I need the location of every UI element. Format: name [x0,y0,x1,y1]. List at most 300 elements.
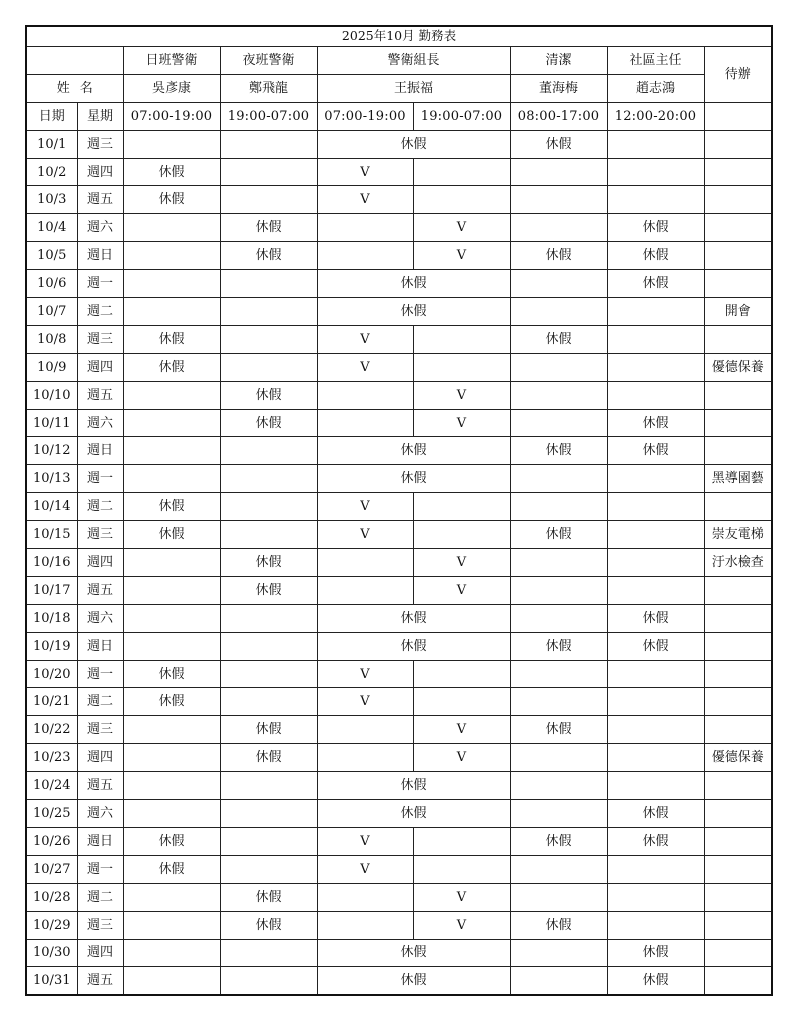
day-guard-cell: 休假 [123,660,220,688]
guard-leader-night-cell [413,353,510,381]
weekday-label: 星期 [77,102,123,130]
schedule-row [26,242,772,270]
cleaning-cell: 休假 [510,325,607,353]
night-guard-cell [220,967,317,995]
cleaning-cell [510,604,607,632]
date-cell: 10/8 [26,325,77,353]
hours-night-guard: 19:00-07:00 [220,102,317,130]
date-cell: 10/25 [26,800,77,828]
todo-cell [704,688,772,716]
day-guard-cell [123,772,220,800]
day-guard-cell [123,214,220,242]
date-cell: 10/30 [26,939,77,967]
date-cell: 10/12 [26,437,77,465]
guard-leader-night-cell [413,186,510,214]
day-guard-cell [123,939,220,967]
community-manager-cell [607,772,704,800]
cleaning-cell [510,855,607,883]
todo-cell [704,855,772,883]
weekday-cell: 週二 [77,298,123,326]
guard-leader-night-cell [413,521,510,549]
guard-leader-leave-cell: 休假 [317,465,510,493]
guard-leader-day-cell: V [317,855,413,883]
weekday-cell: 週一 [77,465,123,493]
community-manager-cell [607,744,704,772]
community-manager-cell: 休假 [607,632,704,660]
guard-leader-day-cell: V [317,660,413,688]
cleaning-cell [510,158,607,186]
day-guard-cell: 休假 [123,493,220,521]
todo-cell [704,158,772,186]
date-cell: 10/22 [26,716,77,744]
cleaning-cell [510,409,607,437]
schedule-row [26,576,772,604]
schedule-row [26,214,772,242]
day-guard-cell [123,409,220,437]
night-guard-cell [220,186,317,214]
guard-leader-day-cell [317,576,413,604]
schedule-row [26,800,772,828]
name-guard-leader: 王振福 [317,74,510,102]
todo-cell [704,939,772,967]
todo-cell: 優德保養 [704,744,772,772]
date-cell: 10/6 [26,270,77,298]
todo-cell [704,242,772,270]
guard-leader-night-cell: V [413,214,510,242]
community-manager-cell [607,716,704,744]
role-community-manager: 社區主任 [607,47,704,75]
community-manager-cell: 休假 [607,242,704,270]
weekday-cell: 週六 [77,214,123,242]
todo-cell [704,270,772,298]
community-manager-cell [607,576,704,604]
schedule-row [26,632,772,660]
weekday-cell: 週二 [77,493,123,521]
schedule-row [26,158,772,186]
schedule-row [26,298,772,326]
cleaning-cell [510,186,607,214]
guard-leader-leave-cell: 休假 [317,772,510,800]
todo-cell [704,967,772,995]
guard-leader-night-cell: V [413,242,510,270]
guard-leader-night-cell [413,158,510,186]
guard-leader-night-cell: V [413,883,510,911]
schedule-row [26,549,772,577]
guard-leader-day-cell [317,549,413,577]
weekday-cell: 週日 [77,632,123,660]
guard-leader-day-cell: V [317,353,413,381]
todo-cell [704,214,772,242]
guard-leader-day-cell: V [317,688,413,716]
weekday-cell: 週三 [77,130,123,158]
guard-leader-day-cell [317,242,413,270]
guard-leader-day-cell: V [317,493,413,521]
date-cell: 10/26 [26,827,77,855]
schedule-row [26,827,772,855]
night-guard-cell [220,688,317,716]
name-day-guard: 吳彥康 [123,74,220,102]
todo-cell [704,325,772,353]
day-guard-cell [123,576,220,604]
community-manager-cell: 休假 [607,270,704,298]
cleaning-cell [510,493,607,521]
date-cell: 10/9 [26,353,77,381]
todo-cell [704,130,772,158]
todo-header: 待辦 [704,47,772,103]
schedule-row [26,967,772,995]
guard-leader-day-cell [317,744,413,772]
guard-leader-leave-cell: 休假 [317,967,510,995]
todo-cell [704,576,772,604]
community-manager-cell: 休假 [607,939,704,967]
schedule-row [26,604,772,632]
hours-day-guard: 07:00-19:00 [123,102,220,130]
community-manager-cell [607,353,704,381]
community-manager-cell: 休假 [607,800,704,828]
night-guard-cell [220,800,317,828]
schedule-row [26,186,772,214]
night-guard-cell: 休假 [220,576,317,604]
cleaning-cell [510,270,607,298]
todo-cell: 崇友電梯 [704,521,772,549]
guard-leader-night-cell: V [413,911,510,939]
night-guard-cell: 休假 [220,911,317,939]
guard-leader-night-cell [413,855,510,883]
weekday-cell: 週三 [77,911,123,939]
schedule-row [26,325,772,353]
todo-cell [704,911,772,939]
weekday-cell: 週三 [77,716,123,744]
date-cell: 10/23 [26,744,77,772]
date-cell: 10/19 [26,632,77,660]
day-guard-cell: 休假 [123,521,220,549]
community-manager-cell [607,298,704,326]
cleaning-cell [510,465,607,493]
date-cell: 10/20 [26,660,77,688]
cleaning-cell [510,549,607,577]
guard-leader-night-cell: V [413,381,510,409]
date-cell: 10/14 [26,493,77,521]
day-guard-cell [123,549,220,577]
cleaning-cell [510,381,607,409]
date-cell: 10/2 [26,158,77,186]
guard-leader-day-cell [317,883,413,911]
guard-leader-night-cell [413,660,510,688]
name-label: 姓名 [26,74,123,102]
night-guard-cell: 休假 [220,214,317,242]
day-guard-cell [123,270,220,298]
night-guard-cell: 休假 [220,744,317,772]
date-cell: 10/10 [26,381,77,409]
community-manager-cell: 休假 [607,437,704,465]
todo-cell: 汙水檢查 [704,549,772,577]
cleaning-cell: 休假 [510,827,607,855]
guard-leader-night-cell [413,688,510,716]
name-community-manager: 趙志鴻 [607,74,704,102]
schedule-row [26,911,772,939]
schedule-row [26,521,772,549]
hours-row [26,102,772,130]
day-guard-cell [123,381,220,409]
title-row [26,26,772,47]
guard-leader-day-cell: V [317,158,413,186]
todo-cell [704,186,772,214]
guard-leader-day-cell [317,381,413,409]
cleaning-cell [510,744,607,772]
night-guard-cell [220,855,317,883]
community-manager-cell [607,883,704,911]
date-cell: 10/24 [26,772,77,800]
night-guard-cell [220,604,317,632]
cleaning-cell [510,967,607,995]
community-manager-cell [607,465,704,493]
schedule-row [26,437,772,465]
todo-cell [704,493,772,521]
community-manager-cell [607,549,704,577]
name-cleaning: 董海梅 [510,74,607,102]
date-cell: 10/17 [26,576,77,604]
name-row [26,74,772,102]
day-guard-cell [123,967,220,995]
cleaning-cell: 休假 [510,716,607,744]
cleaning-cell [510,660,607,688]
guard-leader-day-cell: V [317,521,413,549]
name-night-guard: 鄭飛龍 [220,74,317,102]
weekday-cell: 週四 [77,939,123,967]
weekday-cell: 週五 [77,186,123,214]
day-guard-cell [123,465,220,493]
todo-cell [704,437,772,465]
date-cell: 10/29 [26,911,77,939]
guard-leader-night-cell: V [413,716,510,744]
date-cell: 10/31 [26,967,77,995]
cleaning-cell: 休假 [510,437,607,465]
day-guard-cell [123,632,220,660]
guard-leader-night-cell: V [413,409,510,437]
date-label: 日期 [26,102,77,130]
hours-leader-night: 19:00-07:00 [413,102,510,130]
schedule-row [26,660,772,688]
community-manager-cell [607,855,704,883]
guard-leader-day-cell [317,409,413,437]
schedule-row [26,493,772,521]
day-guard-cell: 休假 [123,325,220,353]
weekday-cell: 週日 [77,827,123,855]
cleaning-cell [510,688,607,716]
blank-cell [704,102,772,130]
day-guard-cell [123,800,220,828]
weekday-cell: 週日 [77,437,123,465]
todo-cell [704,660,772,688]
todo-cell [704,800,772,828]
night-guard-cell [220,493,317,521]
day-guard-cell [123,716,220,744]
night-guard-cell: 休假 [220,549,317,577]
weekday-cell: 週二 [77,688,123,716]
weekday-cell: 週一 [77,270,123,298]
weekday-cell: 週六 [77,800,123,828]
date-cell: 10/27 [26,855,77,883]
schedule-row [26,465,772,493]
weekday-cell: 週四 [77,158,123,186]
day-guard-cell: 休假 [123,688,220,716]
night-guard-cell: 休假 [220,242,317,270]
cleaning-cell [510,353,607,381]
day-guard-cell [123,604,220,632]
roster-title: 2025年10月 勤務表 [26,26,772,47]
community-manager-cell [607,660,704,688]
schedule-row [26,353,772,381]
night-guard-cell [220,521,317,549]
role-day-guard: 日班警衛 [123,47,220,75]
cleaning-cell: 休假 [510,911,607,939]
weekday-cell: 週五 [77,576,123,604]
night-guard-cell [220,437,317,465]
guard-leader-night-cell [413,827,510,855]
schedule-row [26,772,772,800]
weekday-cell: 週四 [77,353,123,381]
night-guard-cell [220,827,317,855]
day-guard-cell [123,437,220,465]
guard-leader-leave-cell: 休假 [317,298,510,326]
weekday-cell: 週四 [77,549,123,577]
todo-cell [704,883,772,911]
date-cell: 10/1 [26,130,77,158]
cleaning-cell [510,298,607,326]
cleaning-cell: 休假 [510,521,607,549]
todo-cell [704,381,772,409]
schedule-row [26,855,772,883]
date-cell: 10/28 [26,883,77,911]
community-manager-cell [607,325,704,353]
todo-cell [704,632,772,660]
day-guard-cell [123,130,220,158]
community-manager-cell [607,493,704,521]
todo-cell [704,827,772,855]
date-cell: 10/21 [26,688,77,716]
schedule-row [26,409,772,437]
guard-leader-leave-cell: 休假 [317,632,510,660]
todo-cell [704,604,772,632]
guard-leader-leave-cell: 休假 [317,939,510,967]
night-guard-cell: 休假 [220,883,317,911]
night-guard-cell [220,772,317,800]
hours-cleaning: 08:00-17:00 [510,102,607,130]
schedule-row [26,270,772,298]
guard-leader-night-cell [413,325,510,353]
guard-leader-leave-cell: 休假 [317,270,510,298]
duty-roster-table [25,25,773,996]
night-guard-cell [220,298,317,326]
guard-leader-day-cell [317,716,413,744]
todo-cell [704,409,772,437]
schedule-row [26,688,772,716]
community-manager-cell: 休假 [607,604,704,632]
community-manager-cell [607,381,704,409]
schedule-row [26,381,772,409]
night-guard-cell: 休假 [220,381,317,409]
date-cell: 10/11 [26,409,77,437]
night-guard-cell: 休假 [220,409,317,437]
day-guard-cell [123,911,220,939]
weekday-cell: 週六 [77,409,123,437]
guard-leader-night-cell [413,493,510,521]
weekday-cell: 週日 [77,242,123,270]
community-manager-cell [607,186,704,214]
cleaning-cell [510,576,607,604]
weekday-cell: 週六 [77,604,123,632]
guard-leader-day-cell: V [317,186,413,214]
community-manager-cell [607,158,704,186]
weekday-cell: 週三 [77,521,123,549]
day-guard-cell [123,744,220,772]
guard-leader-day-cell [317,911,413,939]
night-guard-cell [220,353,317,381]
date-cell: 10/15 [26,521,77,549]
guard-leader-day-cell: V [317,325,413,353]
weekday-cell: 週五 [77,967,123,995]
todo-cell [704,716,772,744]
weekday-cell: 週二 [77,883,123,911]
weekday-cell: 週四 [77,744,123,772]
blank-corner [26,47,123,75]
day-guard-cell: 休假 [123,353,220,381]
cleaning-cell [510,772,607,800]
night-guard-cell [220,130,317,158]
night-guard-cell [220,632,317,660]
schedule-row [26,883,772,911]
role-night-guard: 夜班警衛 [220,47,317,75]
schedule-row [26,130,772,158]
guard-leader-night-cell: V [413,549,510,577]
guard-leader-night-cell: V [413,744,510,772]
role-cleaning: 清潔 [510,47,607,75]
night-guard-cell [220,465,317,493]
day-guard-cell [123,298,220,326]
schedule-row [26,744,772,772]
cleaning-cell [510,939,607,967]
community-manager-cell [607,911,704,939]
todo-cell: 優德保養 [704,353,772,381]
community-manager-cell: 休假 [607,409,704,437]
guard-leader-night-cell: V [413,576,510,604]
day-guard-cell: 休假 [123,855,220,883]
weekday-cell: 週一 [77,660,123,688]
schedule-row [26,939,772,967]
community-manager-cell [607,521,704,549]
guard-leader-leave-cell: 休假 [317,130,510,158]
guard-leader-leave-cell: 休假 [317,604,510,632]
date-cell: 10/5 [26,242,77,270]
day-guard-cell [123,883,220,911]
date-cell: 10/16 [26,549,77,577]
todo-cell: 開會 [704,298,772,326]
schedule-row [26,716,772,744]
day-guard-cell [123,242,220,270]
community-manager-cell: 休假 [607,967,704,995]
cleaning-cell: 休假 [510,130,607,158]
night-guard-cell [220,270,317,298]
date-cell: 10/7 [26,298,77,326]
date-cell: 10/4 [26,214,77,242]
date-cell: 10/18 [26,604,77,632]
cleaning-cell [510,214,607,242]
guard-leader-day-cell [317,214,413,242]
guard-leader-leave-cell: 休假 [317,800,510,828]
role-guard-leader: 警衛組長 [317,47,510,75]
night-guard-cell: 休假 [220,716,317,744]
community-manager-cell [607,130,704,158]
